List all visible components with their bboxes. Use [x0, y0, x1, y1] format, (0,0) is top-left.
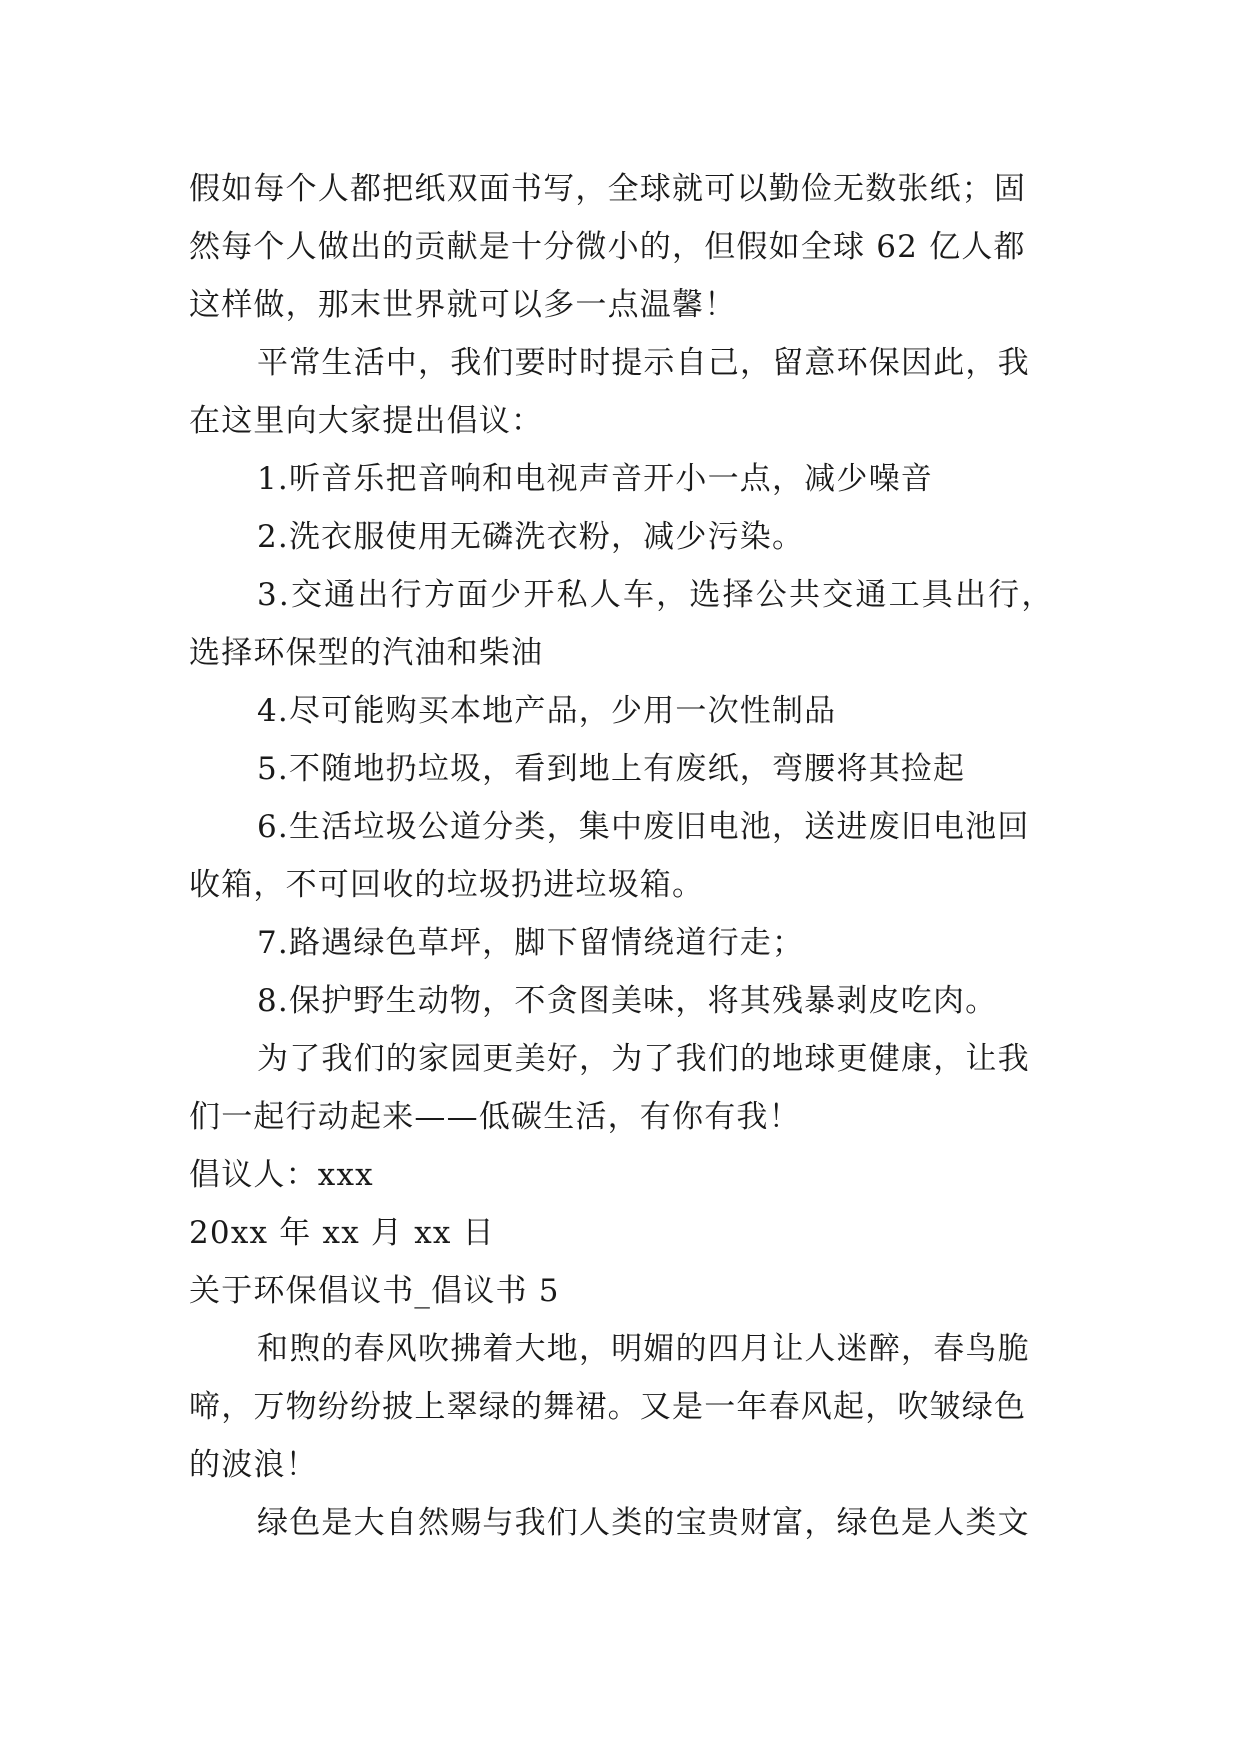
paragraph-line: 啼，万物纷纷披上翠绿的舞裙。又是一年春风起，吹皱绿色 [189, 1389, 1027, 1425]
list-item-continuation: 选择环保型的汽油和柴油 [189, 635, 544, 671]
paragraph-line: 为了我们的家园更美好，为了我们的地球更健康，让我 [257, 1041, 1030, 1077]
paragraph-line: 假如每个人都把纸双面书写，全球就可以勤俭无数张纸；固 [189, 171, 1027, 207]
list-item: 4.尽可能购买本地产品，少用一次性制品 [257, 693, 837, 729]
list-item: 3.交通出行方面少开私人车，选择公共交通工具出行， [257, 577, 1055, 613]
list-item: 6.生活垃圾公道分类，集中废旧电池，送进废旧电池回 [257, 809, 1030, 845]
paragraph-line: 的波浪！ [189, 1447, 318, 1483]
list-item: 7.路遇绿色草坪，脚下留情绕道行走； [257, 925, 805, 961]
paragraph-line: 这样做，那末世界就可以多一点温馨！ [189, 287, 737, 323]
list-item-continuation: 收箱，不可回收的垃圾扔进垃圾箱。 [189, 867, 705, 903]
date-line: 20xx 年 xx 月 xx 日 [189, 1215, 495, 1251]
paragraph-line: 然每个人做出的贡献是十分微小的，但假如全球 62 亿人都 [189, 229, 1026, 265]
signature-line: 倡议人：xxx [189, 1157, 374, 1193]
paragraph-line: 们一起行动起来——低碳生活，有你有我！ [189, 1099, 801, 1135]
list-item: 8.保护野生动物，不贪图美味，将其残暴剥皮吃肉。 [257, 983, 998, 1019]
section-title: 关于环保倡议书_倡议书 5 [189, 1273, 560, 1309]
list-item: 5.不随地扔垃圾，看到地上有废纸，弯腰将其捡起 [257, 751, 966, 787]
list-item: 1.听音乐把音响和电视声音开小一点，减少噪音 [257, 461, 933, 497]
document-page [189, 160, 1055, 1552]
paragraph-line: 和煦的春风吹拂着大地，明媚的四月让人迷醉，春鸟脆 [257, 1331, 1030, 1367]
list-item: 2.洗衣服使用无磷洗衣粉，减少污染。 [257, 519, 805, 555]
paragraph-line: 绿色是大自然赐与我们人类的宝贵财富，绿色是人类文 [257, 1505, 1030, 1541]
paragraph-line: 在这里向大家提出倡议： [189, 403, 544, 439]
paragraph-line: 平常生活中，我们要时时提示自己，留意环保因此，我 [257, 345, 1030, 381]
